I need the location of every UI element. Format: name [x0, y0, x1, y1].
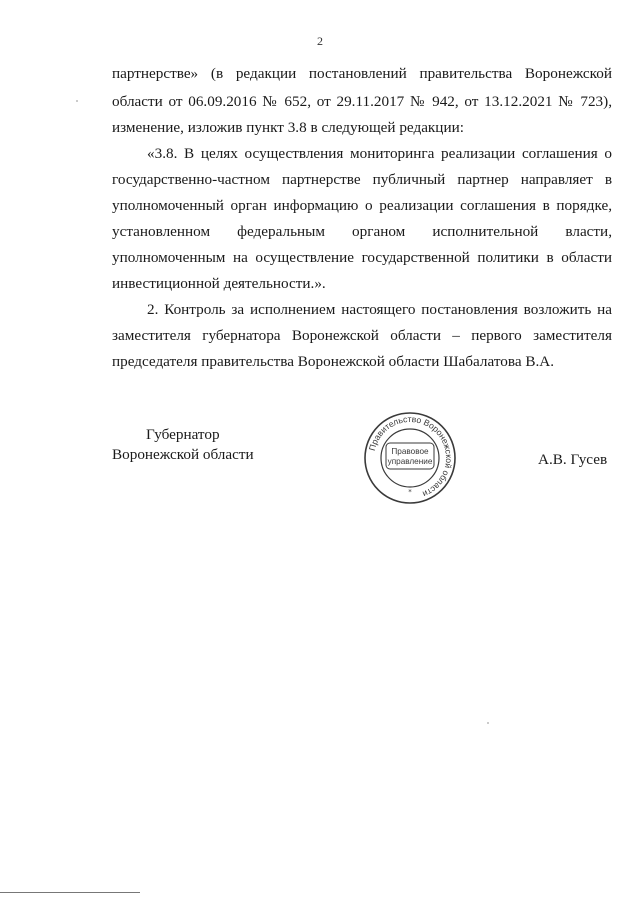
- paragraph-3-line-1: 2. Контроль за исполнением настоящего постановления возложить на: [147, 301, 612, 318]
- page-number: 2: [317, 34, 323, 48]
- stamp-star-icon: *: [408, 488, 412, 496]
- paragraph-2-line-3: уполномоченный орган информацию о реализации соглашения в порядке,: [112, 197, 612, 214]
- paragraph-2-line-1: «3.8. В целях осуществления мониторинга реализации соглашения о: [147, 145, 612, 162]
- scan-speck: [76, 100, 78, 102]
- scan-speck: [487, 722, 489, 724]
- paragraph-2-line-2: государственно-частном партнерстве публичный партнер направляет в: [112, 171, 612, 188]
- stamp-ring-text: Правительство Воронежской области: [366, 413, 455, 500]
- paragraph-2-line-6: инвестиционной деятельности.».: [112, 275, 326, 292]
- paragraph-1-line-2: области от 06.09.2016 № 652, от 29.11.2017 № 942, от 13.12.2021 № 723),: [112, 93, 612, 110]
- stamp-center-line-1: Правовое: [391, 447, 429, 456]
- paragraph-3-line-3: председателя правительства Воронежской области Шабалатова В.А.: [112, 353, 555, 370]
- paragraph-1-line-3: изменение, изложив пункт 3.8 в следующей редакции:: [112, 119, 464, 136]
- paragraph-2-line-5: уполномоченным на осуществление государственной политики в области: [112, 249, 612, 266]
- signature-title-line-1: Губернатор: [146, 426, 220, 443]
- official-stamp: [362, 410, 458, 506]
- paragraph-3-line-2: заместителя губернатора Воронежской области – первого заместителя: [112, 327, 612, 344]
- stamp-center-line-2: управление: [387, 457, 433, 466]
- paragraph-2-line-4: установленном федеральным органом исполнительной власти,: [112, 223, 612, 240]
- signature-name: А.В. Гусев: [538, 451, 608, 468]
- stamp-seal-icon: [362, 410, 458, 506]
- scan-edge-line: [0, 892, 140, 893]
- signature-title-line-2: Воронежской области: [112, 446, 254, 463]
- paragraph-1-line-1: партнерстве» (в редакции постановлений правительства Воронежской: [112, 65, 612, 82]
